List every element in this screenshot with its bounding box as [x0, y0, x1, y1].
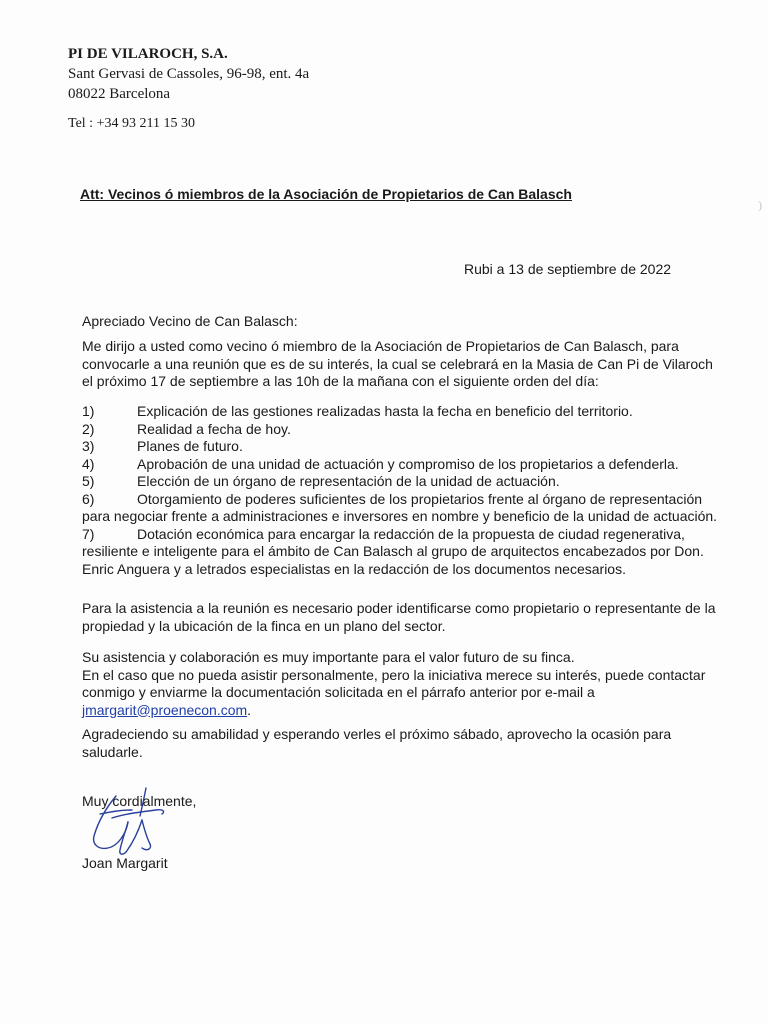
agenda-item-text: Dotación económica para encargar la redacción de la propuesta de ciudad regenerativa, resiliente e inteligente para el ámbito de Can Balasch al grupo de arquitectos encabezados por Don. Enric Anguera y a letrados especialistas en la redacción de los documentos necesarios.: [82, 525, 704, 577]
agenda-item-number: 1): [82, 403, 95, 419]
agenda-item-number: 6): [82, 490, 95, 507]
thanks-paragraph: Agradeciendo su amabilidad y esperando verles el próximo sábado, aprovecho la ocasión para saludarle.: [82, 726, 672, 760]
agenda-item-number: 3): [82, 438, 95, 454]
agenda-item: [82, 473, 722, 491]
agenda-item-text: Otorgamiento de poderes suficientes de los propietarios frente al órgano de representación para negociar frente a administraciones e inversores en nombre y beneficio de la unidad de actuación.: [82, 490, 718, 524]
agenda-item-number: 4): [82, 455, 95, 472]
contact-text: En el caso que no pueda asistir personalmente, pero la iniciativa merece su interés, puede contactar conmigo y enviarme la documentación solicitada en el párrafo anterior por e-mail a: [82, 666, 706, 700]
attention-line: Att: Vecinos ó miembros de la Asociación de Propietarios de Can Balasch: [80, 186, 572, 202]
agenda-item: [82, 456, 722, 474]
sender-address-line2: 08022 Barcelona: [68, 86, 171, 102]
agenda-item: [82, 403, 722, 421]
agenda-item: [82, 526, 722, 579]
sender-company: PI DE VILAROCH, S.A.: [68, 46, 228, 62]
agenda-item-text: Elección de un órgano de representación de la unidad de actuación.: [137, 473, 560, 489]
email-link[interactable]: jmargarit@proenecon.com: [82, 701, 248, 718]
attendance-paragraph: Para la asistencia a la reunión es necesario poder identificarse como propietario o representante de la propiedad y la ubicación de la finca en un plano del sector.: [82, 600, 716, 634]
agenda-item-number: 7): [82, 525, 95, 542]
importance-line: Su asistencia y colaboración es muy importante para el valor futuro de su finca.: [82, 649, 575, 665]
sender-address-line1: Sant Gervasi de Cassoles, 96-98, ent. 4a: [68, 66, 310, 82]
email-suffix: .: [247, 701, 252, 718]
agenda-item-text: Realidad a fecha de hoy.: [137, 420, 291, 437]
greeting: Apreciado Vecino de Can Balasch:: [82, 313, 298, 329]
signer-name: Joan Margarit: [82, 855, 168, 871]
sender-block: [68, 44, 309, 104]
agenda-item: [82, 421, 722, 439]
agenda-item-text: Explicación de las gestiones realizadas hasta la fecha en beneficio del territorio.: [137, 403, 633, 419]
agenda-list: [82, 403, 722, 578]
agenda-item-text: Planes de futuro.: [137, 438, 243, 454]
agenda-item-text: Aprobación de una unidad de actuación y compromiso de los propietarios a defenderla.: [137, 455, 679, 472]
agenda-item-number: 5): [82, 473, 95, 489]
intro-paragraph: Me dirijo a usted como vecino ó miembro de la Asociación de Propietarios de Can Balasch, para convocarle a una reunión que es de su interés, la cual se celebrará en la Masia de Can Pi de Vilaroch el próximo 17 de septiembre a las 10h de la mañana con el siguiente orden del día:: [82, 338, 713, 389]
closing-line: Muy cordialmente,: [82, 793, 197, 809]
agenda-item: [82, 438, 722, 456]
date-line: Rubi a 13 de septiembre de 2022: [464, 261, 672, 277]
importance-paragraph: [82, 649, 722, 719]
contact-paragraph: [82, 667, 722, 720]
agenda-item-number: 2): [82, 420, 95, 437]
sender-phone: Tel : +34 93 211 15 30: [68, 116, 195, 131]
margin-mark: ): [758, 198, 762, 212]
signature-image: [76, 778, 186, 858]
agenda-item: [82, 491, 722, 526]
